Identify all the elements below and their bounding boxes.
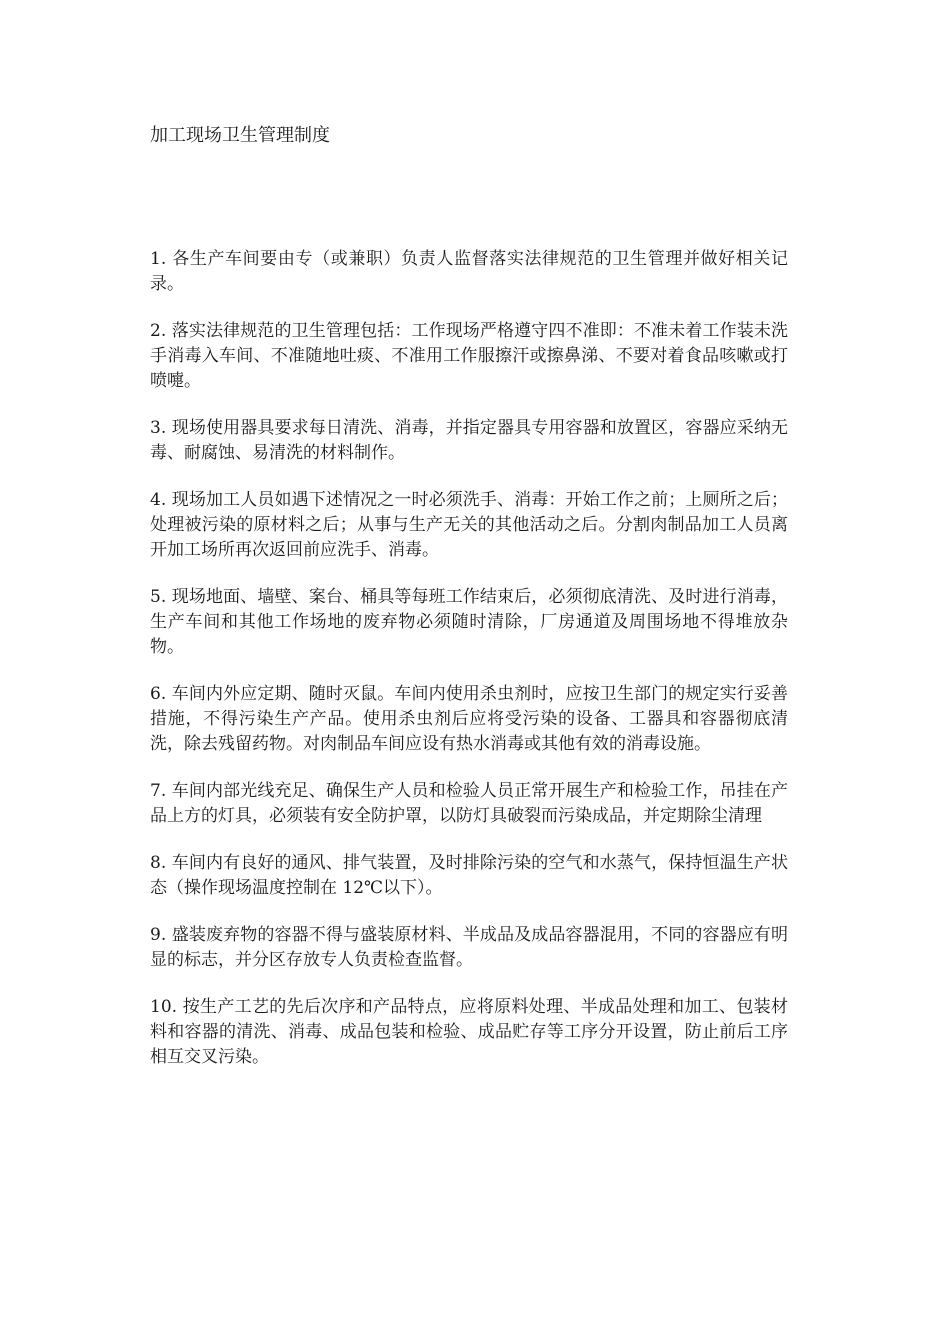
- paragraph-1: 1. 各生产车间要由专（或兼职）负责人监督落实法律规范的卫生管理并做好相关记录。: [150, 249, 788, 294]
- paragraph-6: 6. 车间内外应定期、随时灭鼠。车间内使用杀虫剂时，应按卫生部门的规定实行妥善措施，不得污染生产产品。使用杀虫剂后应将受污染的设备、工器具和容器彻底清洗，除去残留药物。对肉制品车间应设有热水消毒或其他有效的消毒设施。: [150, 684, 788, 754]
- document-title: 加工现场卫生管理制度: [150, 125, 330, 146]
- paragraph-8: 8. 车间内有良好的通风、排气装置，及时排除污染的空气和水蒸气，保持恒温生产状态（操作现场温度控制在 12℃以下）。: [150, 853, 788, 898]
- document-body: [150, 247, 788, 1092]
- paragraph-10: 10. 按生产工艺的先后次序和产品特点，应将原料处理、半成品处理和加工、包装材料和容器的清洗、消毒、成品包装和检验、成品贮存等工序分开设置，防止前后工序相互交叉污染。: [150, 997, 788, 1067]
- paragraph-4: 4. 现场加工人员如遇下述情况之一时必须洗手、消毒：开始工作之前；上厕所之后；处理被污染的原材料之后；从事与生产无关的其他活动之后。分割肉制品加工人员离开加工场所再次返回前应洗手、消毒。: [150, 490, 788, 560]
- paragraph-7: 7. 车间内部光线充足、确保生产人员和检验人员正常开展生产和检验工作，吊挂在产品上方的灯具，必须装有安全防护罩，以防灯具破裂而污染成品，并定期除尘清理: [150, 781, 788, 826]
- paragraph-2: 2. 落实法律规范的卫生管理包括：工作现场严格遵守四不准即：不准未着工作装未洗手消毒入车间、不准随地吐痰、不准用工作服擦汗或擦鼻涕、不要对着食品咳嗽或打喷嚏。: [150, 321, 788, 391]
- paragraph-5: 5. 现场地面、墙壁、案台、桶具等每班工作结束后，必须彻底清洗、及时进行消毒，生产车间和其他工作场地的废弃物必须随时清除，厂房通道及周围场地不得堆放杂物。: [150, 587, 788, 657]
- paragraph-3: 3. 现场使用器具要求每日清洗、消毒，并指定器具专用容器和放置区，容器应采纳无毒、耐腐蚀、易清洗的材料制作。: [150, 418, 788, 463]
- paragraph-9: 9. 盛装废弃物的容器不得与盛装原材料、半成品及成品容器混用，不同的容器应有明显的标志，并分区存放专人负责检查监督。: [150, 925, 788, 970]
